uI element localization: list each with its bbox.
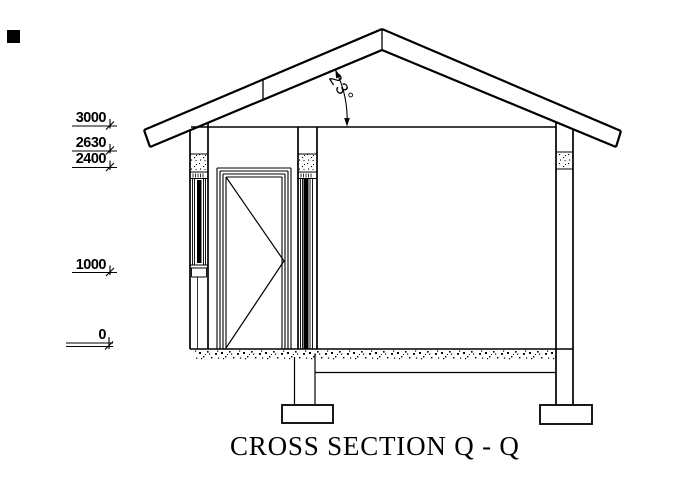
lintel-block-left [190, 154, 208, 172]
level-label: 2400 [75, 151, 106, 167]
door-leaf [226, 177, 284, 348]
footing-left [282, 405, 333, 423]
level-label: 0 [98, 327, 106, 343]
level-label: 2630 [75, 134, 106, 151]
window-section [190, 174, 208, 350]
lintel-block-middle [298, 154, 317, 172]
drawing-title: CROSS SECTION Q - Q [230, 431, 520, 461]
angle-arrow-bottom [344, 118, 350, 127]
level-label: 3000 [75, 109, 106, 126]
lintel-block-right [556, 152, 573, 169]
footing-right [540, 405, 592, 424]
door-jamb-section [298, 174, 317, 350]
level-label: 1000 [75, 257, 106, 273]
roof-angle-label: 23° [325, 70, 359, 107]
foundation-column-middle [295, 354, 316, 406]
ground-hatch [195, 351, 556, 361]
door-frame [217, 168, 291, 349]
